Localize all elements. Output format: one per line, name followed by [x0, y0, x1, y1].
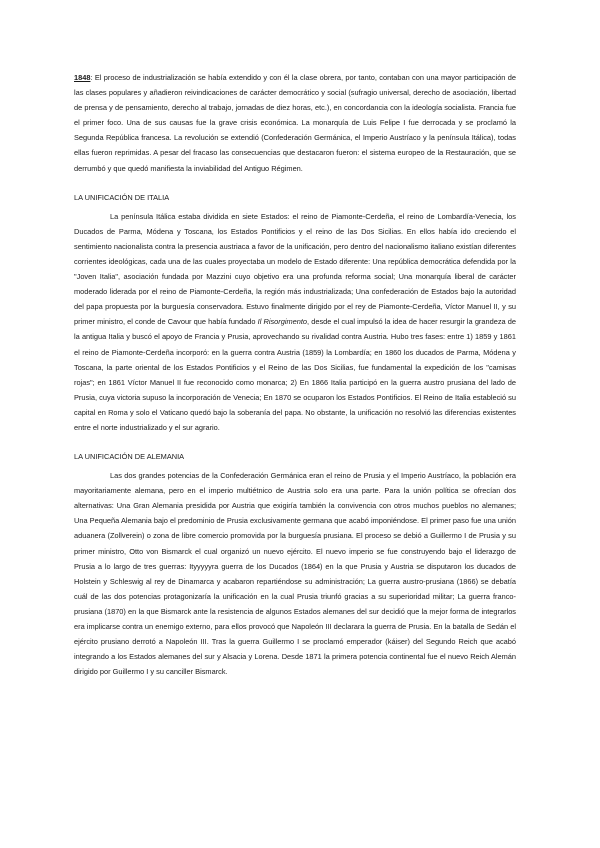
italia-paragraph: [74, 209, 516, 435]
year-label: 1848: [74, 73, 91, 82]
italia-text-part-2: , desde el cual impulsó la idea de hacer resurgir la grandeza de la antigua Italia y buscó el apoyo de Francia y Prusia, aprovechando su rivalidad contra Austria. Hubo tres fases: entre 1) 1859 y 1861 el reino de Piamonte-Cerdeña incorporó: en la guerra contra Austria (1859) la Lombardía; en 1860 los ducados de Parma, Módena y Toscana, la parte oriental de los Estados Pontificios y el Reino de las Dos Sicilias, fue fundamental la expedición de los "camisas rojas"; en 1861 Víctor Manuel II fue reconocido como monarca; 2) En 1866 Italia participó en la guerra austro prusiana del lado de Prusia, cuya victoria supuso la incorporación de Venecia; En 1870 se ocuparon los Estados Pontificios. El Reino de Italia estableció su capital en Roma y solo el Vaticano quedó bajo la soberanía del papa. No obstante, la unificación no resolvió las diferencias existentes entre el norte industrializado y el sur agrario.: [74, 317, 516, 432]
italia-text-part-1: La península Itálica estaba dividida en siete Estados: el reino de Piamonte-Cerdeña, el reino de Lombardía-Venecia, los Ducados de Parma, Módena y Toscana, los Estados Pontificios y el reino de las Dos Sicilias. En ellos había ido creciendo el sentimiento nacionalista contra la presencia austriaca a favor de la unificación, pero dentro del nacionalismo italiano existían diferentes corrientes ideológicas, cada una de las cuales proyectaba un modelo de Estado diferente: Una república democrática defendida por la "Joven Italia", asociación fundada por Mazzini cuyo objetivo era una profunda reforma social; Una monarquía liberal de carácter moderado liderada por el reino de Piamonte-Cerdeña, la región más industrializada; Una confederación de Estados bajo la autoridad del papa propuesta por la burguesía conservadora. Estuvo finalmente dirigido por el rey de Piamonte-Cerdeña, Víctor Manuel II, y su primer ministro, el conde de Cavour que había fundado: [74, 211, 516, 327]
alemania-paragraph: Las dos grandes potencias de la Confederación Germánica eran el reino de Prusia y el Imperio Austríaco, la población era mayoritariamente alemana, pero en el imperio multiétnico de Austria solo era una parte. Para la unión política se ofrecían dos alternativas: Una Gran Alemania presidida por Austria que exigiría también la convivencia con otros muchos pueblos no alemanes; Una Pequeña Alemania bajo el predominio de Prusia exclusivamente germana que acabó imponiéndose. El primer paso fue una unión aduanera (Zollverein) o zona de libre comercio promovida por la burguesía prusiana. El proceso se debió a Guillermo I de Prusia y su primer ministro, Otto von Bismarck el cual organizó un nuevo ejército. El nuevo imperio se fue construyendo bajo el liderazgo de Prusia a lo largo de tres guerras: Ityyyyyra guerra de los Ducados (1864) en la que Prusia y Austria se disputaron los ducados de Holstein y Schleswig al rey de Dinamarca y acabaron repartiéndose su administración; La guerra austro-prusiana (1866) se debatía cuál de las dos potencias protagonizaría la unificación en la cual Prusia triunfó gracias a su superioridad militar; La guerra franco-prusiana (1870) en la que Bismarck ante la resistencia de algunos Estados alemanes del sur decidió que la mejor forma de integrarlos era implicarse contra un enemigo externo, para ellos provocó que Napoleón III declarara la guerra de Prusia. En la batalla de Sedán el ejército prusiano derrotó a Napoleón III. Tras la guerra Guillermo I se proclamó emperador (káiser) del Segundo Reich que acabó integrando a los Estados alemanes del sur y Alsacia y Lorena. Desde 1871 la primera potencia continental fue el nuevo Reich Alemán dirigido por Guillermo I y su canciller Bismarck.: [74, 471, 516, 677]
intro-text: : El proceso de industrialización se había extendido y con él la clase obrera, por tanto, contaban con una mayor participación de las clases populares y añadieron reivindicaciones de carácter democrático y social (sufragio universal, derecho de asociación, libertad de prensa y de pensamiento, derecho al trabajo, jornadas de diez horas, etc.), en concordancia con la ideología socialista. Francia fue el primer foco. Una de sus causas fue la grave crisis económica. La monarquía de Luis Felipe I fue derrocada y se proclamó la Segunda República francesa. La revolución se extendió (Confederación Germánica, el Imperio Austríaco y la península Itálica), todas ellas fueron reprimidas. A pesar del fracaso las consecuencias que destacaron fueron: el sistema europeo de la Restauración, que se derrumbó y que quedó manifiesta la inviabilidad del Antiguo Régimen.: [74, 73, 516, 173]
italia-italic-term: Il Risorgimento: [257, 317, 308, 327]
section-heading-italia: LA UNIFICACIÓN DE ITALIA: [74, 192, 170, 202]
intro-paragraph: [74, 70, 516, 176]
section-heading-alemania: LA UNIFICACIÓN DE ALEMANIA: [74, 452, 185, 462]
